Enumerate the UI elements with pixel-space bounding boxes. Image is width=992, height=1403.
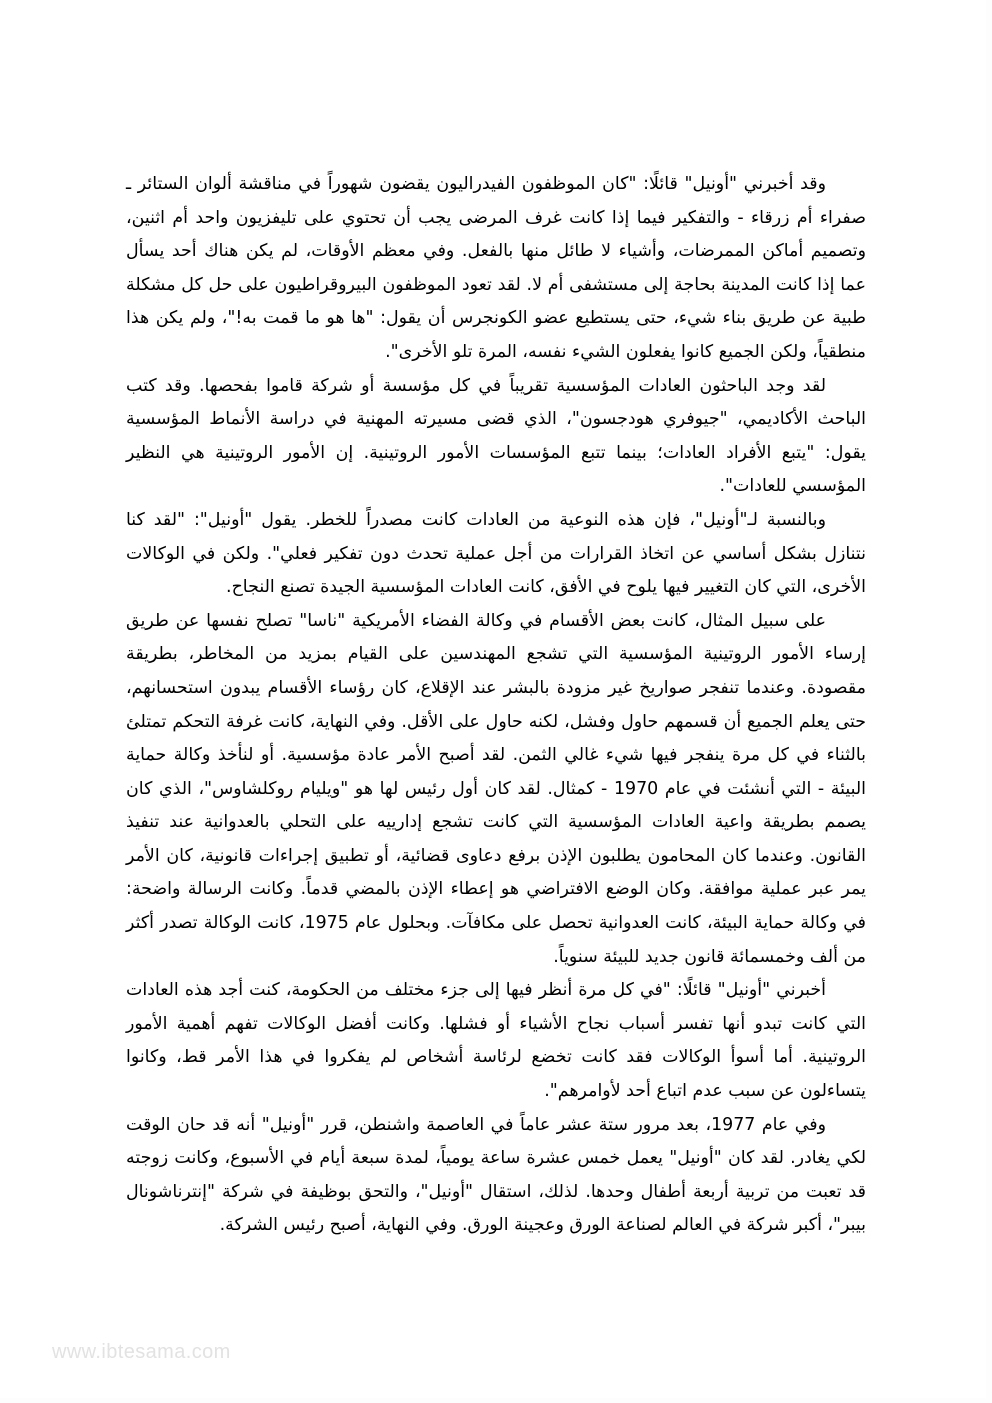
document-body-text [126,168,866,1243]
page-edge-right [986,0,992,1403]
paragraph-5: أخبرني "أونيل" قائلًا: "في كل مرة أنظر فيها إلى جزء مختلف من الحكومة، كنت أجد هذه العادات التي كانت تبدو أنها تفسر أسباب نجاح الأشياء أو فشلها. وكانت أفضل الوكالات تفهم أهمية الأمور الروتينية. أما أسوأ الوكالات فقد كانت تخضع لرئاسة أشخاص لم يفكروا في هذا الأمر قط، وكانوا يتساءلون عن سبب عدم اتباع أحد لأوامرهم". [126,980,866,1102]
site-watermark: www.ibtesama.com [52,1341,231,1363]
paragraph-6: وفي عام 1977، بعد مرور ستة عشر عاماً في العاصمة واشنطن، قرر "أونيل" أنه قد حان الوقت لكي يغادر. لقد كان "أونيل" يعمل خمس عشرة ساعة يومياً، لمدة سبعة أيام في الأسبوع، وكانت زوجته قد تعبت من تربية أربعة أطفال وحدها. لذلك، استقال "أونيل"، والتحق بوظيفة في شركة "إنترناشونال بيبر"، أكبر شركة في العالم لصناعة الورق وعجينة الورق. وفي النهاية، أصبح رئيس الشركة. [126,1114,866,1236]
paragraph-3: وبالنسبة لـ"أونيل"، فإن هذه النوعية من العادات كانت مصدراً للخطر. يقول "أونيل": "لقد كنا نتنازل بشكل أساسي عن اتخاذ القرارات من أجل عملية تحدث دون تفكير فعلي". ولكن في الوكالات الأخرى، التي كان التغيير فيها يلوح في الأفق، كانت العادات المؤسسية الجيدة تصنع النجاح. [126,509,866,598]
paragraph-4: على سبيل المثال، كانت بعض الأقسام في وكالة الفضاء الأمريكية "ناسا" تصلح نفسها عن طريق إرساء الأمور الروتينية المؤسسية التي تشجع المهندسين على القيام بمزيد من المخاطر، بطريقة مقصودة. وعندما تنفجر صواريخ غير مزودة بالبشر عند الإقلاع، كان رؤساء الأقسام يبدون استحسانهم، حتى يعلم الجميع أن قسمهم حاول وفشل، لكنه حاول على الأقل. وفي النهاية، كانت غرفة التحكم تمتلئ بالثناء في كل مرة ينفجر فيها شيء غالي الثمن. لقد أصبح الأمر عادة مؤسسية. أو لنأخذ وكالة حماية البيئة - التي أنشئت في عام 1970 - كمثال. لقد كان أول رئيس لها هو "ويليام روكلشاوس"، الذي كان يصمم بطريقة واعية العادات المؤسسية التي كانت تشجع إدارييه على التحلي بالعدوانية عند تنفيذ القانون. وعندما كان المحامون يطلبون الإذن برفع دعاوى قضائية، أو تطبيق إجراءات قانونية، كان الأمر يمر عبر عملية موافقة. وكان الوضع الافتراضي هو إعطاء الإذن بالمضي قدماً. وكانت الرسالة واضحة: في وكالة حماية البيئة، كانت العدوانية تحصل على مكافآت. وبحلول عام 1975، كانت الوكالة تصدر أكثر من ألف وخمسمائة قانون جديد للبيئة سنوياً. [126,610,866,967]
paragraph-1: وقد أخبرني "أونيل" قائلًا: "كان الموظفون الفيدراليون يقضون شهوراً في مناقشة ألوان الستائر ـ صفراء أم زرقاء - والتفكير فيما إذا كانت غرف المرضى يجب أن تحتوي على تليفزيون واحد أم اثنين، وتصميم أماكن الممرضات، وأشياء لا طائل منها بالفعل. وفي معظم الأوقات، لم يكن هناك أحد يسأل عما إذا كانت المدينة بحاجة إلى مستشفى أم لا. لقد تعود الموظفون البيروقراطيون على حل كل مشكلة طبية عن طريق بناء شيء، حتى يستطيع عضو الكونجرس أن يقول: "ها هو ما قمت به!"، ولم يكن هذا منطقياً، ولكن الجميع كانوا يفعلون الشيء نفسه، المرة تلو الأخرى". [126,174,866,362]
page-edge-bottom [0,1398,992,1403]
paragraph-2: لقد وجد الباحثون العادات المؤسسية تقريباً في كل مؤسسة أو شركة قاموا بفحصها. وقد كتب الباحث الأكاديمي، "جيوفري هودجسون"، الذي قضى مسيرته المهنية في دراسة الأنماط المؤسسية يقول: "يتبع الأفراد العادات؛ بينما تتبع المؤسسات الأمور الروتينية. إن الأمور الروتينية هي النظير المؤسسي للعادات". [126,375,866,497]
